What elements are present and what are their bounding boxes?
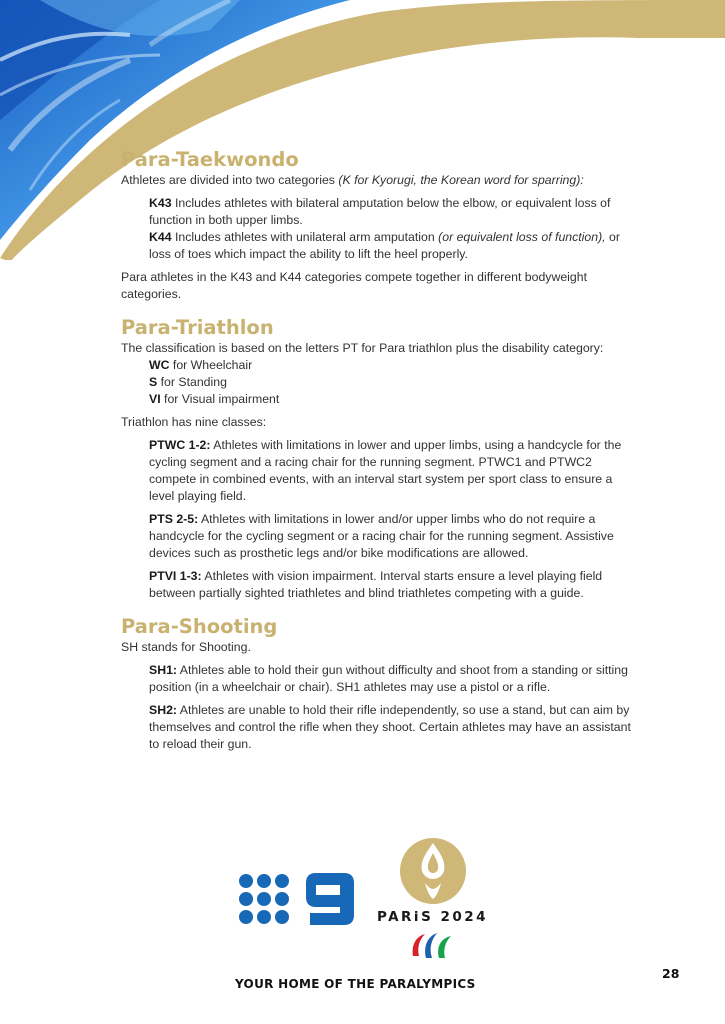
footer-tagline: YOUR HOME OF THE PARALYMPICS <box>235 977 476 991</box>
class-code: SH2: <box>149 703 178 717</box>
triathlon-category <box>149 374 641 391</box>
class-description: Includes athletes with unilateral arm amputation <box>171 230 439 244</box>
main-content <box>121 148 641 753</box>
class-description: Athletes able to hold their gun without difficulty and shoot from a standing or sitting position (in a wheelchair or chair). SH1 athletes may use a pistol or a rifle. <box>149 663 628 694</box>
category-code: S <box>149 375 158 389</box>
triathlon-intro: The classification is based on the letters PT for Para triathlon plus the disability category: <box>121 341 604 355</box>
class-code: PTWC 1-2: <box>149 438 211 452</box>
page-number: 28 <box>662 966 680 981</box>
class-code: PTS 2-5: <box>149 512 199 526</box>
taekwondo-class-k43 <box>149 195 641 229</box>
paris-2024-wordmark: PARiS 2024 <box>376 909 489 925</box>
section-heading-taekwondo: Para-Taekwondo <box>121 148 299 171</box>
shooting-intro: SH stands for Shooting. <box>121 640 251 654</box>
class-code: SH1: <box>149 663 178 677</box>
class-code: K44 <box>149 230 172 244</box>
taekwondo-intro <box>121 172 641 189</box>
class-code: PTVI 1-3: <box>149 569 202 583</box>
taekwondo-closing: Para athletes in the K43 and K44 categories compete together in different bodyweight categories. <box>121 270 587 301</box>
channel-9-logo-icon <box>238 873 356 925</box>
class-description: Athletes are unable to hold their rifle independently, so use a stand, but can aim by themselves and control the rifle when they shoot. Certain athletes may have an assistant to reload their gun. <box>149 703 631 751</box>
triathlon-category <box>149 391 641 408</box>
category-code: WC <box>149 358 170 372</box>
triathlon-class-ptwc <box>149 437 641 505</box>
category-text: for Visual impairment <box>160 392 280 406</box>
shooting-class-sh1 <box>149 662 641 696</box>
section-heading-shooting: Para-Shooting <box>121 615 278 638</box>
taekwondo-intro-italic: (K for Kyorugi, the Korean word for sparring): <box>338 173 584 187</box>
class-description: Athletes with limitations in lower and/or upper limbs who do not require a handcycle for the cycling segment or a racing chair for the running segment. Assistive devices such as prosthetic legs and/or bike modifications are allowed. <box>149 512 614 560</box>
triathlon-classes-intro: Triathlon has nine classes: <box>121 415 267 429</box>
triathlon-class-ptvi <box>149 568 641 602</box>
paralympic-agitos-icon <box>409 930 457 962</box>
class-description: Includes athletes with bilateral amputation below the elbow, or equivalent loss of function in both upper limbs. <box>149 196 611 227</box>
class-description: Athletes with vision impairment. Interval starts ensure a level playing field between partially sighted triathletes and blind triathletes competing with a guide. <box>149 569 603 600</box>
class-description: Athletes with limitations in lower and upper limbs, using a handcycle for the cycling segment and a racing chair for the running segment. PTWC1 and PTWC2 compete in combined events, with an interval start system per sport class to ensure a level playing field. <box>149 438 622 503</box>
triathlon-class-pts <box>149 511 641 562</box>
triathlon-category <box>149 357 641 374</box>
class-description-cont: or loss of toes which impact the ability to lift the heel properly. <box>149 230 620 261</box>
taekwondo-intro-text: Athletes are divided into two categories <box>121 173 339 187</box>
category-text: for Wheelchair <box>169 358 253 372</box>
taekwondo-class-k44 <box>149 229 641 263</box>
shooting-class-sh2 <box>149 702 641 753</box>
category-code: VI <box>149 392 161 406</box>
category-text: for Standing <box>157 375 227 389</box>
logo-area <box>0 830 725 990</box>
class-description-italic: (or equivalent loss of function), <box>438 230 606 244</box>
section-heading-triathlon: Para-Triathlon <box>121 316 274 339</box>
class-code: K43 <box>149 196 172 210</box>
paris-2024-flame-emblem-icon <box>399 837 467 905</box>
